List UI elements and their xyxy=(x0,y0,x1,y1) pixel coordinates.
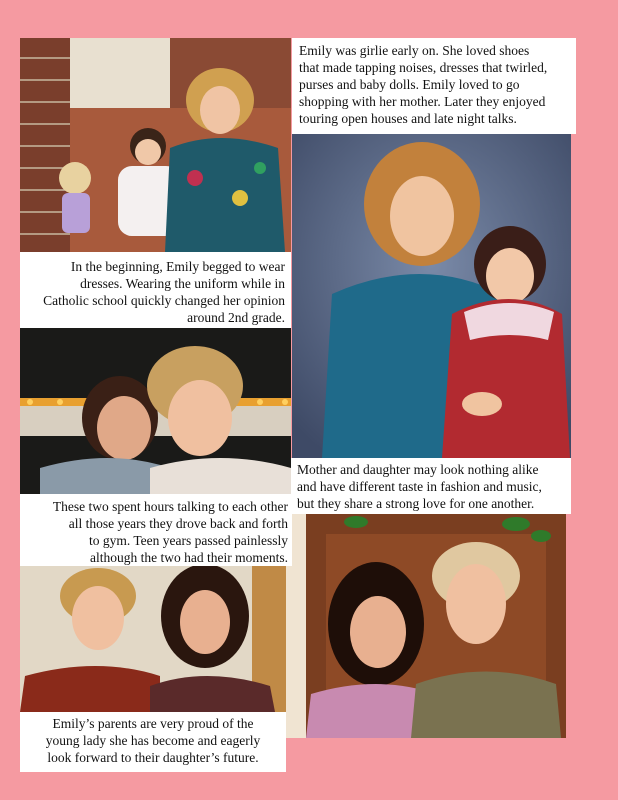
photo-mother-daughter-portrait xyxy=(292,134,571,458)
caption-line: shopping with her mother. Later they enjoyed xyxy=(299,94,546,109)
caption-gym xyxy=(20,494,292,566)
caption-line: all those years they drove back and forth xyxy=(68,516,288,531)
caption-line: purses and baby dolls. Emily loved to go xyxy=(299,77,520,92)
photo-mother-daughter-doll xyxy=(20,38,291,252)
caption-line: In the beginning, Emily begged to wear xyxy=(70,259,285,274)
caption-line: Catholic school quickly changed her opinion xyxy=(43,293,285,308)
caption-line: dresses. Wearing the uniform while in xyxy=(80,276,285,291)
caption-line: and have different taste in fashion and music, xyxy=(297,479,542,494)
caption-line: Emily’s parents are very proud of the xyxy=(52,716,254,731)
photo-mother-daughter-cabinet xyxy=(286,514,566,738)
caption-line: around 2nd grade. xyxy=(187,310,285,325)
caption-line: young lady she has become and eagerly xyxy=(45,733,261,748)
caption-line: although the two had their moments. xyxy=(90,550,288,565)
caption-line: touring open houses and late night talks. xyxy=(299,111,517,126)
caption-line: to gym. Teen years passed painlessly xyxy=(88,533,288,548)
caption-girlie xyxy=(292,38,576,134)
caption-proud xyxy=(20,712,286,772)
caption-line: look forward to their daughter’s future. xyxy=(47,750,259,765)
caption-alike xyxy=(291,458,571,514)
caption-line: These two spent hours talking to each other xyxy=(52,499,288,514)
caption-beginning xyxy=(20,252,291,328)
caption-line: Emily was girlie early on. She loved shoes xyxy=(299,43,530,58)
photo-teen-and-mother xyxy=(20,328,291,494)
caption-line: Mother and daughter may look nothing alike xyxy=(297,462,539,477)
caption-line: but they share a strong love for one another. xyxy=(297,496,535,511)
caption-line: that made tapping noises, dresses that twirled, xyxy=(299,60,548,75)
photo-mother-daughter-indoor xyxy=(20,566,286,712)
